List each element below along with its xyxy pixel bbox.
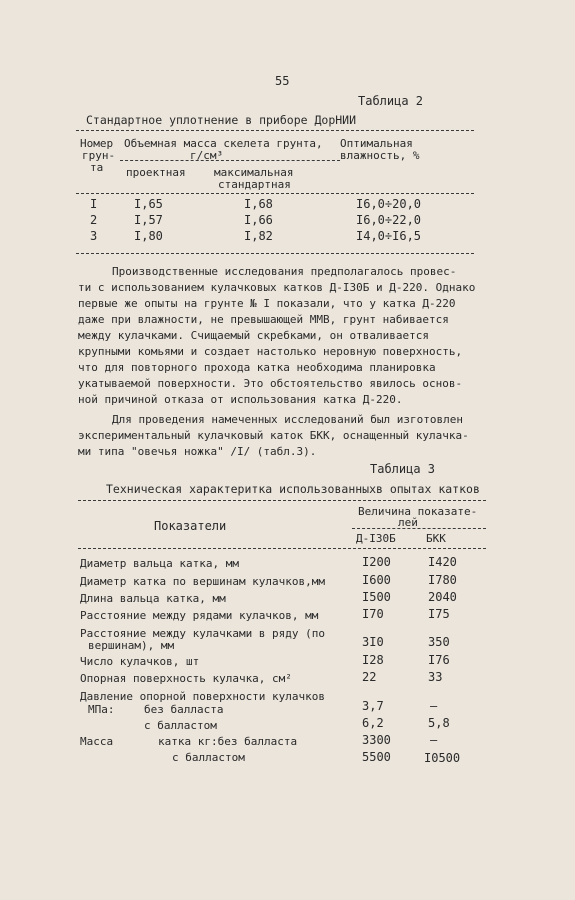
- paragraph-line: укатываемой поверхности. Это обстоятельство явилось основ-: [78, 377, 463, 390]
- paragraph-line: между кулачками. Счищаемый скребками, он отваливается: [78, 329, 429, 342]
- table3-mass-with-ballast: с балластом: [172, 751, 245, 764]
- table2-cell-moisture: I6,0÷20,0: [356, 197, 422, 211]
- table3-cell-v1: I200: [362, 555, 391, 569]
- table2-rule-bottom: [76, 253, 474, 254]
- table2-cell-design: I,80: [134, 229, 163, 243]
- table3-cell-v1: 22: [362, 670, 377, 684]
- table3-header-values-1: Величина показате-: [358, 505, 478, 518]
- table3-cell-v2: 5,8: [428, 716, 450, 730]
- paragraph-line: экспериментальный кулачковый каток БКК, оснащенный кулачка-: [78, 429, 469, 442]
- paragraph-line: Производственные исследования предполагалось провес-: [112, 265, 457, 278]
- table2-header-max-2: стандартная: [218, 178, 291, 191]
- table2-cell-number: 3: [90, 229, 98, 243]
- table2-cell-max: I,82: [244, 229, 273, 243]
- table3-cell-v2: 33: [428, 670, 443, 684]
- table3-cell-label: Диаметр катка по вершинам кулачков,мм: [80, 575, 326, 588]
- table3-cell-label: Расстояние между кулачками в ряду (по: [80, 627, 326, 640]
- table3-cell-v1: 3300: [362, 733, 391, 747]
- table3-cell-v1: 6,2: [362, 716, 384, 730]
- table3-mass-label: Масса: [80, 735, 114, 748]
- table3-cell-v1: 3,7: [362, 699, 384, 713]
- paragraph-line: ной причиной отказа от использования катка Д-220.: [78, 393, 403, 406]
- paragraph-line: крупными комьями и создает настолько неровную поверхность,: [78, 345, 463, 358]
- table3-cell-v2: I0500: [424, 751, 461, 765]
- table3-cell-v2: I76: [428, 653, 450, 667]
- table2-rule-header: [76, 193, 474, 194]
- table3-header-values-2: лей: [398, 516, 418, 529]
- table3-cell-label-cont: вершинам), мм: [88, 639, 175, 652]
- table3-cell-v1: I500: [362, 590, 391, 604]
- table3-rule-top: [78, 500, 486, 501]
- table3-rule-header: [78, 548, 486, 549]
- table2-cell-number: I: [90, 197, 98, 211]
- table3-cell-v1: 5500: [362, 750, 391, 764]
- table2-header-design: проектная: [126, 166, 186, 179]
- table2-cell-moisture: I4,0÷I6,5: [356, 229, 422, 243]
- table3-pressure-label: Давление опорной поверхности кулачков: [80, 690, 326, 703]
- paragraph-line: Для проведения намеченных исследований был изготовлен: [112, 413, 463, 426]
- table3-pressure-unit: МПа:: [88, 703, 115, 716]
- table3-cell-v2: –: [430, 733, 438, 747]
- table2-header-moisture-2: влажность, %: [340, 149, 420, 162]
- table3-mass-no-ballast: катка кг:без балласта: [158, 735, 298, 748]
- table3-caption: Таблица 3: [370, 462, 436, 476]
- table3-header-col1: Д-I30Б: [356, 532, 396, 545]
- table2-cell-max: I,66: [244, 213, 273, 227]
- table2-cell-number: 2: [90, 213, 98, 227]
- table3-cell-v2: –: [430, 699, 438, 713]
- table2-cell-design: I,57: [134, 213, 163, 227]
- table3-header-col2: БКК: [426, 532, 446, 545]
- table3-title: Техническая характеритка использованныхв опытах катков: [106, 482, 480, 496]
- table3-rule-values: [352, 528, 486, 529]
- table3-cell-v1: I28: [362, 653, 384, 667]
- table3-cell-v2: I75: [428, 607, 450, 621]
- table2-header-mass-unit: г/см³: [190, 149, 224, 162]
- paragraph-line: первые же опыты на грунте № I показали, что у катка Д-220: [78, 297, 456, 310]
- table3-cell-label: Длина вальца катка, мм: [80, 592, 226, 605]
- table3-cell-label: Расстояние между рядами кулачков, мм: [80, 609, 319, 622]
- table2-header-number-3: та: [90, 161, 104, 174]
- table2-header-number-2: грун-: [82, 149, 116, 162]
- paragraph-line: ми типа "овечья ножка" /I/ (табл.3).: [78, 445, 317, 458]
- paragraph-line: ти с использованием кулачковых катков Д-I30Б и Д-220. Однако: [78, 281, 476, 294]
- table2-rule-top: [76, 130, 474, 131]
- table3-cell-v2: 350: [428, 635, 450, 649]
- table3-cell-label: Диаметр вальца катка, мм: [80, 557, 239, 570]
- table2-cell-design: I,65: [134, 197, 163, 211]
- table3-cell-label: Число кулачков, шт: [80, 655, 200, 668]
- table3-cell-v2: I780: [428, 573, 457, 587]
- table3-cell-v2: I420: [428, 555, 457, 569]
- table2-header-max-1: максимальная: [214, 166, 294, 179]
- table3-cell-v1: I70: [362, 607, 384, 621]
- paragraph-line: что для повторного прохода катка необходима планировка: [78, 361, 436, 374]
- table3-cell-label: Опорная поверхность кулачка, см²: [80, 672, 292, 685]
- table3-cell-v1: 3I0: [362, 635, 384, 649]
- paragraph-line: даже при влажности, не превышающей ММВ, грунт набивается: [78, 313, 449, 326]
- table3-cell-v2: 2040: [428, 590, 457, 604]
- table2-caption: Таблица 2: [358, 94, 424, 108]
- table2-header-mass: Объемная масса скелета грунта,: [124, 137, 323, 150]
- table2-title: Стандартное уплотнение в приборе ДорНИИ: [86, 113, 357, 127]
- body-paragraph-2: [78, 412, 498, 460]
- table2-cell-moisture: I6,0÷22,0: [356, 213, 422, 227]
- table3-header-indicators: Показатели: [154, 519, 227, 533]
- table3-pressure-with-ballast: с балластом: [144, 719, 217, 732]
- table3-cell-v1: I600: [362, 573, 391, 587]
- body-paragraph-1: [78, 264, 498, 408]
- table2-cell-max: I,68: [244, 197, 273, 211]
- table3-pressure-no-ballast: без балласта: [144, 703, 224, 716]
- table2-header-number-1: Номер: [80, 137, 114, 150]
- table2-header-moisture-1: Оптимальная: [340, 137, 413, 150]
- table2-rule-mass: [120, 160, 340, 161]
- page-number: 55: [275, 74, 290, 88]
